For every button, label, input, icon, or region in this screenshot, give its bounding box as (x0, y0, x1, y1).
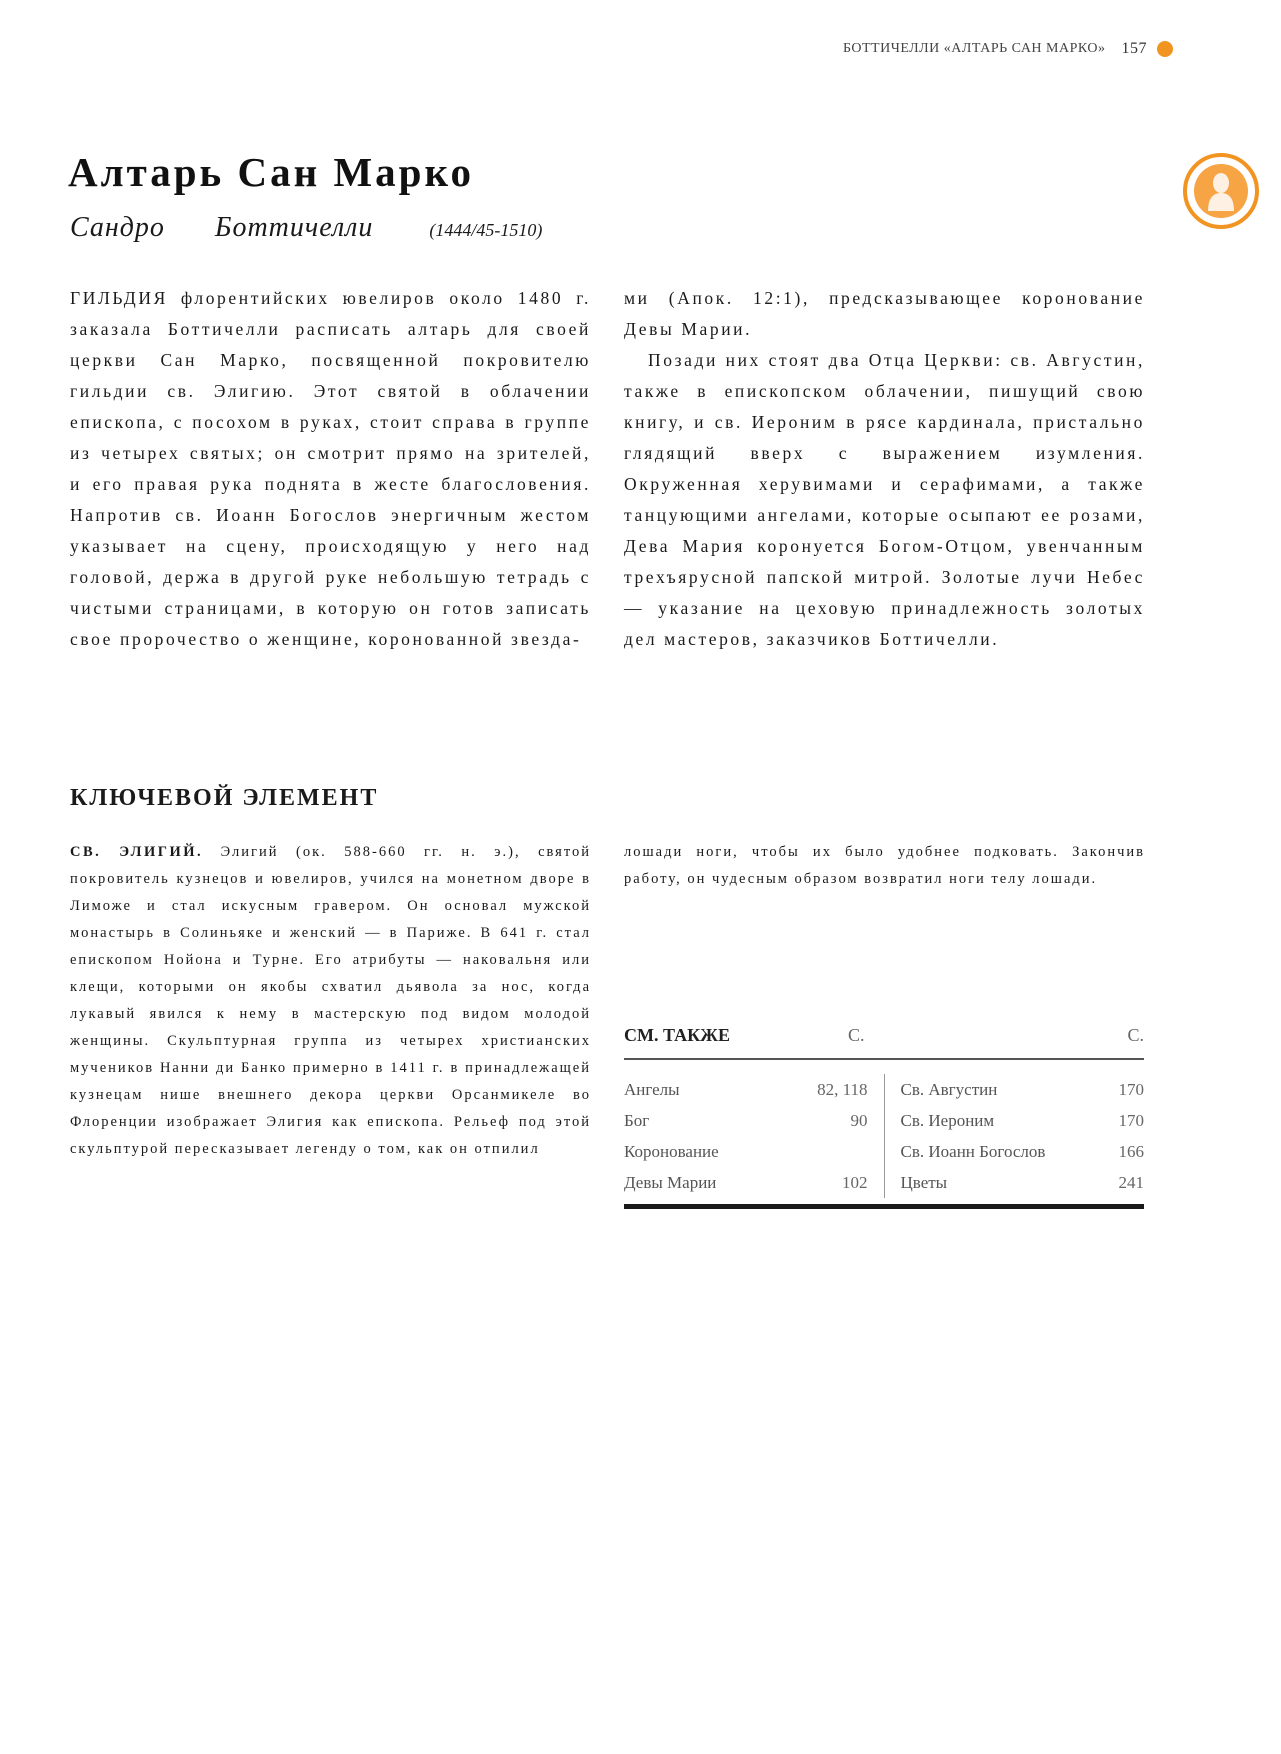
main-paragraph: Позади них стоят два Отца Церкви: св. Августин, также в епископском облачении, пишущий свою книгу, и св. Иероним в рясе кардинала, пристально глядящий вверх с выражением изумления. Окруженная херувимами и серафимами, а также танцующими ангелами, которые осыпают ее розами, Дева Мария коронуется Богом-Отцом, увенчанным трехъярусной папской митрой. Золотые лучи Небес — указание на цеховую принадлежность золотых дел мастеров, заказчиков Боттичелли. (624, 350, 1145, 649)
see-also-left-column (624, 1074, 885, 1198)
see-also-item (901, 1105, 1145, 1136)
see-also-item (624, 1136, 868, 1167)
key-element-right-column: лошади ноги, чтобы их было удобнее подковать. Закончив работу, он чудесным образом возвратил ноги телу лошади. (624, 844, 1145, 887)
key-element-text: Элигий (ок. 588-660 гг. н. э.), святой покровитель кузнецов и ювелиров, учился на монетном дворе в Лиможе и стал искусным гравером. Он основал мужской монастырь в Солиньяке и женский — в Париже. В 641 г. стал епископом Нойона и Турне. Его атрибуты — наковальня или клещи, которыми он якобы схватил дьявола за нос, когда лукавый явился к нему в мастерскую под видом молодой женщины. Скульптурная группа из четырех христианских мучеников Нанни ди Банко примерно в 1411 г. в принадлежащей кузнецам нише внешнего декора церкви Орсанмикеле во Флоренции изображает Элигия как епископа. Рельеф под этой скульптурой пересказывает легенду о том, как он отпилил (70, 844, 591, 1157)
see-also-topic: Цветы (900, 1172, 948, 1192)
see-also-topic: Коронование (624, 1141, 719, 1161)
see-also-item (901, 1074, 1145, 1105)
see-also-page: 82, 118 (817, 1079, 868, 1099)
see-also-page: 170 (1118, 1110, 1144, 1130)
running-title: БОТТИЧЕЛЛИ «АЛТАРЬ САН МАРКО» (842, 41, 1106, 56)
artist-first-name: Сандро (70, 212, 165, 243)
page-column-label: С. (848, 1025, 865, 1045)
see-also-topic: Св. Иоанн Богослов (900, 1141, 1046, 1161)
artist-line (70, 212, 542, 244)
see-also-topic: Девы Марии (624, 1172, 717, 1192)
see-also-page: 241 (1118, 1172, 1144, 1192)
figure-silhouette-icon (1204, 171, 1238, 211)
see-also-header (624, 1025, 1144, 1060)
see-also-page: 102 (842, 1172, 868, 1192)
see-also-box (624, 1025, 1144, 1209)
see-also-item (624, 1105, 868, 1136)
see-also-topic: Бог (624, 1110, 650, 1130)
page-number: 157 (1121, 40, 1147, 57)
key-element-lead: СВ. ЭЛИГИЙ. (70, 844, 204, 860)
artist-dates: (1444/45-1510) (429, 220, 543, 240)
key-element-heading: КЛЮЧЕВОЙ ЭЛЕМЕНТ (70, 785, 379, 811)
running-header (843, 40, 1173, 58)
main-text-left-column (70, 283, 591, 655)
orange-dot-icon (1157, 41, 1173, 57)
see-also-list (624, 1060, 1144, 1209)
see-also-topic: Св. Иероним (900, 1110, 995, 1130)
see-also-heading: СМ. ТАКЖЕ (624, 1025, 730, 1045)
see-also-item (624, 1074, 868, 1105)
main-paragraph: ГИЛЬДИЯ флорентийских ювелиров около 1480 г. заказала Боттичелли расписать алтарь для своей церкви Сан Марко, посвященной покровителю гильдии св. Элигию. Этот святой в облачении епископа, с посохом в руках, стоит справа в группе из четырех святых; он смотрит прямо на зрителей, и его правая рука поднята в жесте благословения. Напротив св. Иоанн Богослов энергичным жестом указывает на сцену, происходящую у него над головой, держа в другой руке небольшую тетрадь с чистыми страницами, в которую он готов записать свое пророчество о женщине, коронованной звезда- (70, 288, 591, 649)
main-paragraph-continuation: ми (Апок. 12:1), предсказывающее коронование Девы Марии. (624, 288, 1145, 339)
main-text-right-column (624, 283, 1145, 655)
see-also-right-column (885, 1074, 1145, 1198)
see-also-item (901, 1167, 1145, 1198)
key-element-left-column (70, 839, 591, 1163)
page-title: Алтарь Сан Марко (68, 149, 475, 195)
see-also-page: 166 (1118, 1141, 1144, 1161)
see-also-page: 170 (1118, 1079, 1144, 1099)
page-column-label: С. (1127, 1025, 1144, 1045)
portrait-badge-icon (1183, 153, 1259, 229)
artist-last-name: Боттичелли (214, 212, 374, 243)
see-also-topic: Ангелы (624, 1079, 680, 1099)
see-also-item (901, 1136, 1145, 1167)
see-also-page: 90 (850, 1110, 868, 1130)
see-also-item (624, 1167, 868, 1198)
see-also-topic: Св. Августин (900, 1079, 998, 1099)
